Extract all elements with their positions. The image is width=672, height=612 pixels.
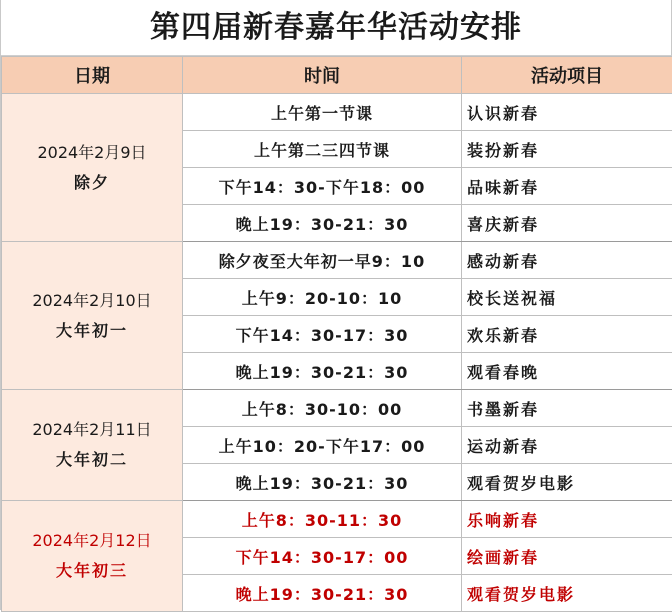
time-cell: 晚上19：30-21：30 [183, 205, 462, 242]
time-cell: 上午8：30-10：00 [183, 390, 462, 427]
time-cell: 上午10：20-下午17：00 [183, 427, 462, 464]
activity-cell: 装扮新春 [462, 131, 672, 168]
activity-cell: 运动新春 [462, 427, 672, 464]
time-cell: 上午8：30-11：30 [183, 501, 462, 538]
date-text: 2024年2月11日 [2, 415, 182, 445]
header-row [2, 57, 672, 94]
activity-cell: 认识新春 [462, 94, 672, 131]
activity-cell: 喜庆新春 [462, 205, 672, 242]
date-text: 2024年2月10日 [2, 286, 182, 316]
activity-cell: 观看贺岁电影 [462, 464, 672, 501]
day-text: 大年初三 [2, 556, 182, 586]
date-cell [2, 390, 183, 501]
activity-cell: 校长送祝福 [462, 279, 672, 316]
date-text: 2024年2月12日 [2, 526, 182, 556]
time-cell: 上午第一节课 [183, 94, 462, 131]
day-text: 大年初一 [2, 316, 182, 346]
activity-cell: 书墨新春 [462, 390, 672, 427]
time-cell: 上午第二三四节课 [183, 131, 462, 168]
activity-cell: 观看贺岁电影 [462, 575, 672, 612]
header-time: 时间 [183, 57, 462, 94]
activity-cell: 乐响新春 [462, 501, 672, 538]
activity-cell: 感动新春 [462, 242, 672, 279]
table-row [2, 390, 672, 427]
activity-cell: 品味新春 [462, 168, 672, 205]
time-cell: 下午14：30-下午18：00 [183, 168, 462, 205]
time-cell: 下午14：30-17：30 [183, 316, 462, 353]
date-cell [2, 501, 183, 612]
time-cell: 上午9：20-10：10 [183, 279, 462, 316]
day-text: 除夕 [2, 168, 182, 198]
time-cell: 晚上19：30-21：30 [183, 353, 462, 390]
time-cell: 下午14：30-17：00 [183, 538, 462, 575]
day-text: 大年初二 [2, 445, 182, 475]
activity-cell: 绘画新春 [462, 538, 672, 575]
activity-cell: 观看春晚 [462, 353, 672, 390]
header-activity: 活动项目 [462, 57, 672, 94]
page-title: 第四届新春嘉年华活动安排 [1, 0, 671, 56]
date-text: 2024年2月9日 [2, 138, 182, 168]
date-cell [2, 94, 183, 242]
table-row [2, 94, 672, 131]
table-row [2, 501, 672, 538]
time-cell: 晚上19：30-21：30 [183, 464, 462, 501]
date-cell [2, 242, 183, 390]
time-cell: 晚上19：30-21：30 [183, 575, 462, 612]
activity-cell: 欢乐新春 [462, 316, 672, 353]
table-row [2, 242, 672, 279]
time-cell: 除夕夜至大年初一早9：10 [183, 242, 462, 279]
header-date: 日期 [2, 57, 183, 94]
schedule-table [1, 56, 672, 612]
